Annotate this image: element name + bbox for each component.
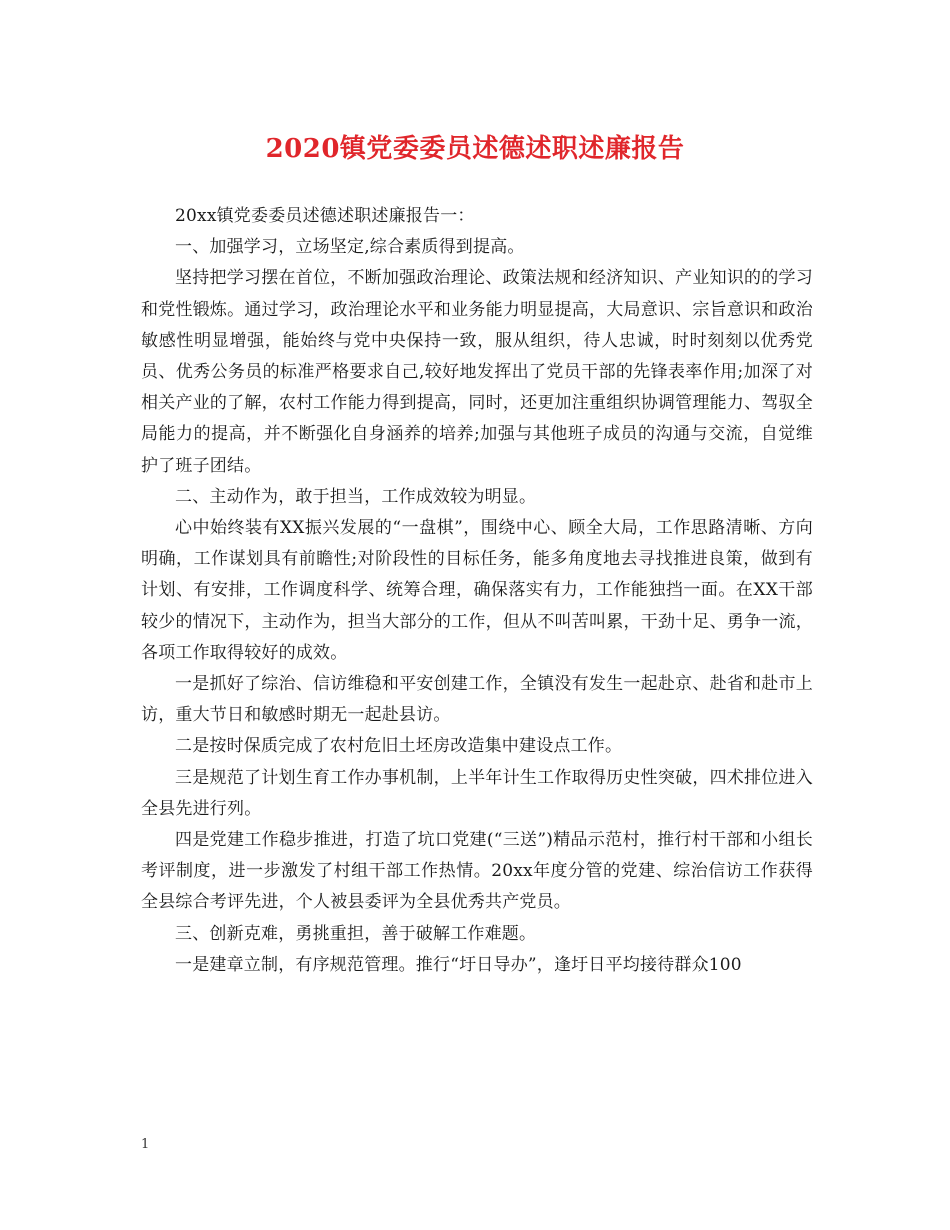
paragraph: 四是党建工作稳步推进，打造了坑口党建(“三送”)精品示范村，推行村干部和小组长考评制度，进一步激发了村组干部工作热情。20xx年度分管的党建、综治信访工作获得全县综合考评先进，个人被县委评为全县优秀共产党员。 xyxy=(141,830,813,913)
section-heading: 二、主动作为，敢于担当，工作成效较为明显。 xyxy=(175,486,537,507)
paragraph: 三是规范了计划生育工作办事机制，上半年计生工作取得历史性突破，四术排位进入全县先进行列。 xyxy=(141,767,813,819)
paragraph: 一是建章立制，有序规范管理。推行“圩日导办”，逢圩日平均接待群众100 xyxy=(175,954,742,975)
page-number: 1 xyxy=(141,1137,150,1152)
paragraph: 二是按时保质完成了农村危旧土坯房改造集中建设点工作。 xyxy=(175,736,623,757)
paragraph: 一是抓好了综治、信访维稳和平安创建工作，全镇没有发生一起赴京、赴省和赴市上访，重大节日和敏感时期无一起赴县访。 xyxy=(141,674,813,726)
section-heading: 一、加强学习，立场坚定,综合素质得到提高。 xyxy=(175,237,525,258)
section-heading: 三、创新克难，勇挑重担，善于破解工作难题。 xyxy=(175,923,537,944)
paragraph: 心中始终装有XX振兴发展的“一盘棋”，围绕中心、顾全大局，工作思路清晰、方向明确，工作谋划具有前瞻性;对阶段性的目标任务，能多角度地去寻找推进良策，做到有计划、有安排，工作调度科学、统筹合理，确保落实有力，工作能独挡一面。在XX干部较少的情况下，主动作为，担当大部分的工作，但从不叫苦叫累，干劲十足、勇争一流，各项工作取得较好的成效。 xyxy=(141,518,813,663)
document-body xyxy=(141,201,813,981)
paragraph: 20xx镇党委委员述德述职述廉报告一： xyxy=(175,206,475,226)
paragraph: 坚持把学习摆在首位，不断加强政治理论、政策法规和经济知识、产业知识的的学习和党性锻炼。通过学习，政治理论水平和业务能力明显提高，大局意识、宗旨意识和政治敏感性明显增强，能始终与党中央保持一致，服从组织，待人忠诚，时时刻刻以优秀党员、优秀公务员的标准严格要求自己,较好地发挥出了党员干部的先锋表率作用;加深了对相关产业的了解，农村工作能力得到提高，同时，还更加注重组织协调管理能力、驾驭全局能力的提高，并不断强化自身涵养的培养;加强与其他班子成员的沟通与交流，自觉维护了班子团结。 xyxy=(141,268,813,476)
document-title: 2020镇党委委员述德述职述廉报告 xyxy=(265,134,685,164)
